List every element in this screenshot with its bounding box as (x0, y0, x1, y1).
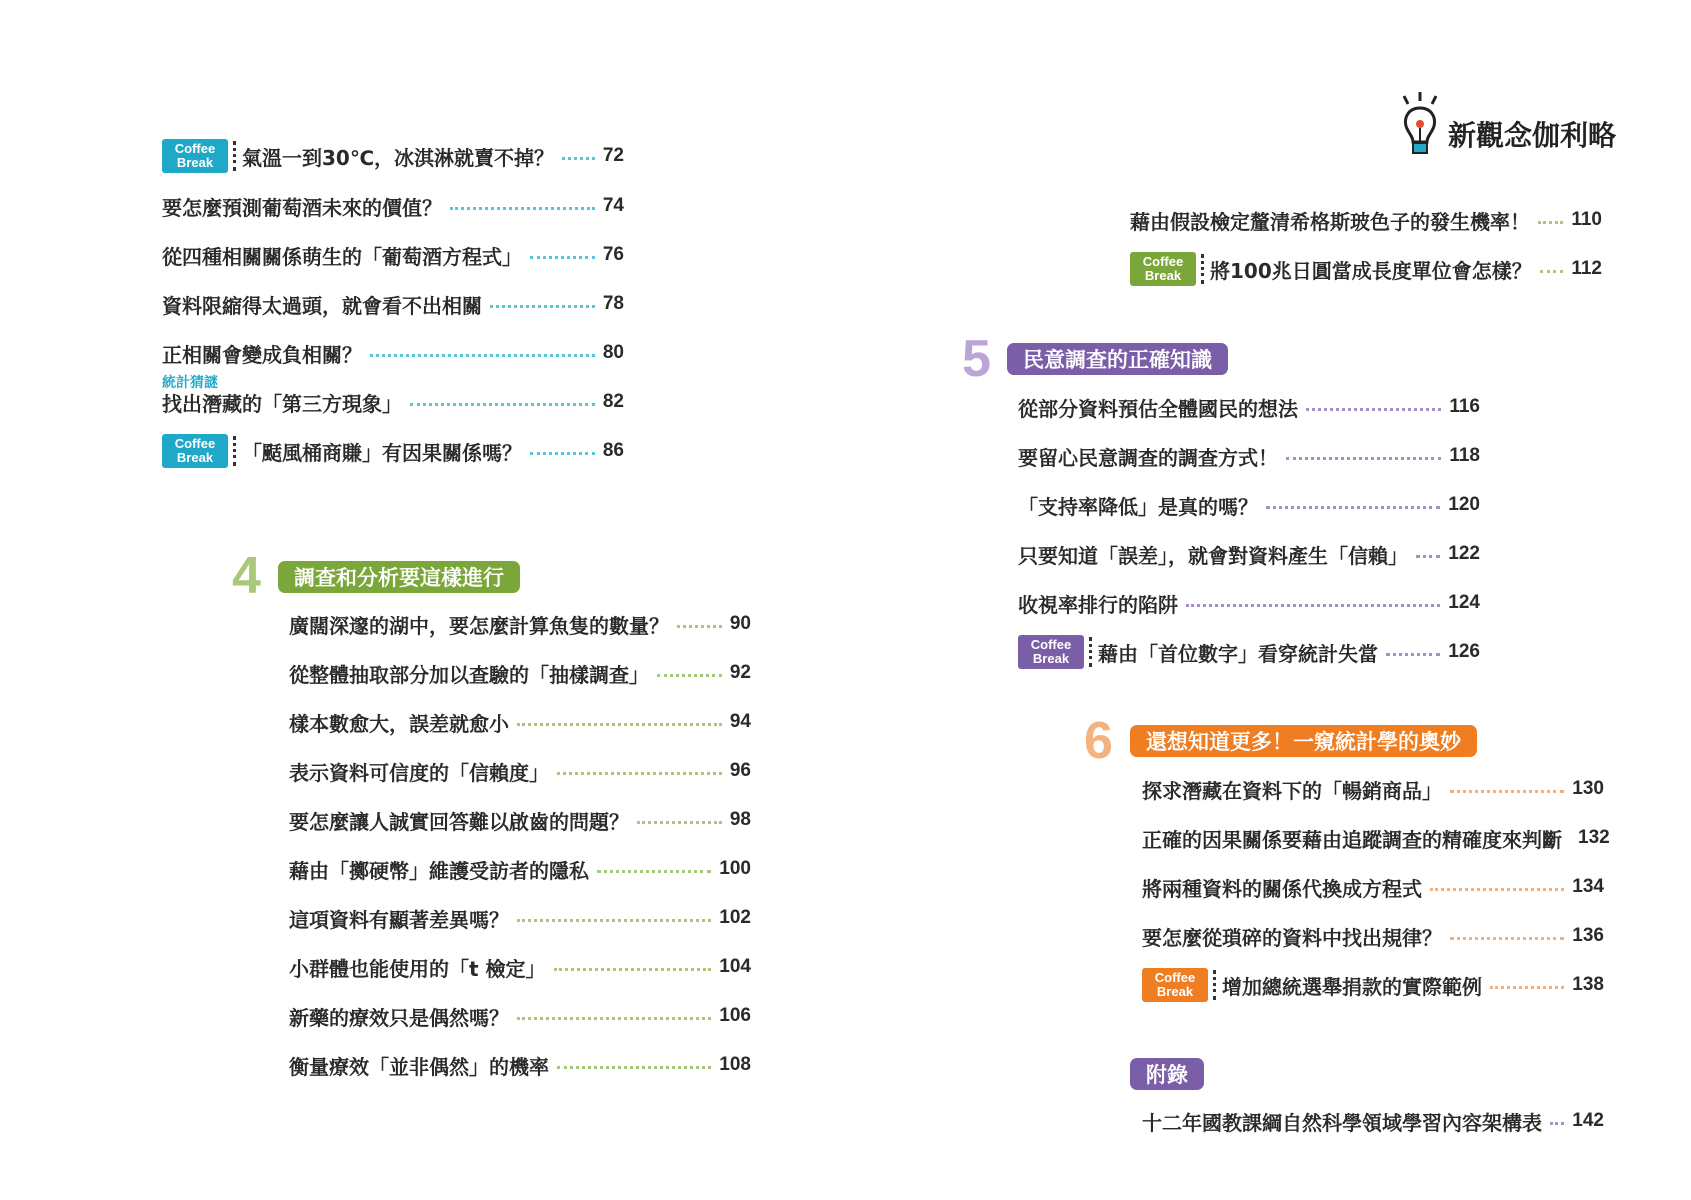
coffee-break-badge: Coffee Break (162, 139, 228, 173)
entry-page: 124 (1448, 592, 1480, 613)
toc-entry[interactable] (1018, 638, 1480, 666)
entry-title: 找出潛藏的「第三方現象」 (162, 391, 402, 416)
entry-title: 收視率排行的陷阱 (1018, 592, 1178, 617)
toc-entry[interactable] (1142, 824, 1610, 852)
entry-title: 正相關會變成負相關？ (162, 342, 362, 367)
leader-dots (517, 919, 711, 922)
entry-page: 82 (602, 391, 624, 412)
leader-dots (490, 305, 595, 308)
entry-page: 102 (719, 907, 751, 928)
coffee-break-badge: Coffee Break (162, 434, 228, 468)
leader-dots (1450, 937, 1564, 940)
entry-page: 118 (1449, 445, 1480, 466)
entry-page: 86 (602, 440, 624, 461)
entry-page: 76 (602, 244, 624, 265)
toc-entry[interactable] (1130, 206, 1602, 234)
entry-page: 142 (1572, 1110, 1604, 1131)
entry-title: 從四種相關關係萌生的「葡萄酒方程式」 (162, 244, 522, 269)
leader-dots (530, 452, 595, 455)
entry-title: 十二年國教課綱自然科學領域學習內容架構表 (1142, 1110, 1542, 1135)
leader-dots (554, 968, 712, 971)
entry-title: 將兩種資料的關係代換成方程式 (1142, 876, 1422, 901)
chapter-title[interactable]: 民意調查的正確知識 (1007, 343, 1228, 375)
entry-title: 只要知道「誤差」，就會對資料產生「信賴」 (1018, 543, 1408, 568)
toc-entry[interactable] (289, 806, 751, 834)
entry-page: 94 (729, 711, 751, 732)
leader-dots (370, 354, 595, 357)
leader-dots (517, 723, 722, 726)
entry-title: 新藥的療效只是偶然嗎？ (289, 1005, 509, 1030)
entry-page: 108 (719, 1054, 751, 1075)
entry-title: 樣本數愈大，誤差就愈小 (289, 711, 509, 736)
leader-dots (1386, 653, 1440, 656)
leader-dots (450, 207, 595, 210)
entry-page: 132 (1578, 827, 1610, 848)
leader-dots (562, 157, 595, 160)
leader-dots (657, 674, 722, 677)
entry-title: 藉由假設檢定釐清希格斯玻色子的發生機率！ (1130, 209, 1530, 234)
entry-page: 126 (1448, 641, 1480, 662)
entry-page: 136 (1572, 925, 1604, 946)
entry-title: 要怎麼從瑣碎的資料中找出規律？ (1142, 925, 1442, 950)
toc-entry[interactable] (162, 339, 624, 367)
toc-entry[interactable] (1018, 540, 1480, 568)
entry-title: 藉由「首位數字」看穿統計失當 (1098, 641, 1378, 666)
leader-dots (1186, 604, 1440, 607)
coffee-break-badge: Coffee Break (1018, 635, 1084, 669)
leader-dots (1286, 457, 1441, 460)
coffee-break-badge: Coffee Break (1130, 252, 1196, 286)
toc-entry[interactable] (289, 1002, 751, 1030)
chapter-number: 5 (962, 330, 991, 388)
leader-dots (557, 1066, 711, 1069)
toc-entry[interactable] (162, 142, 624, 170)
entry-page: 120 (1448, 494, 1480, 515)
entry-title: 要怎麼讓人誠實回答難以啟齒的問題？ (289, 809, 629, 834)
leader-dots (1306, 408, 1441, 411)
leader-dots (637, 821, 722, 824)
leader-dots (1450, 790, 1564, 793)
entry-title: 從部分資料預估全體國民的想法 (1018, 396, 1298, 421)
leader-dots (1416, 555, 1440, 558)
toc-entry[interactable] (289, 610, 751, 638)
leader-dots (557, 772, 722, 775)
toc-entry[interactable] (1130, 255, 1602, 283)
entry-page: 110 (1571, 209, 1602, 230)
toc-entry[interactable] (162, 290, 624, 318)
chapter-title[interactable]: 還想知道更多！一窺統計學的奧妙 (1130, 725, 1477, 757)
entry-page: 90 (729, 613, 751, 634)
entry-page: 78 (602, 293, 624, 314)
toc-entry[interactable] (289, 757, 751, 785)
leader-dots (1430, 888, 1564, 891)
entry-page: 122 (1448, 543, 1480, 564)
chapter-number: 6 (1084, 712, 1113, 770)
entry-page: 112 (1571, 258, 1602, 279)
entry-title: 要留心民意調查的調查方式！ (1018, 445, 1278, 470)
leader-dots (410, 403, 595, 406)
entry-page: 92 (729, 662, 751, 683)
toc-entry[interactable] (1018, 393, 1480, 421)
toc-entry[interactable] (289, 1051, 751, 1079)
entry-title: 氣溫一到30℃，冰淇淋就賣不掉？ (242, 145, 555, 170)
entry-page: 72 (602, 145, 624, 166)
leader-dots (597, 870, 711, 873)
entry-page: 96 (729, 760, 751, 781)
series-title: 新觀念伽利略 (1448, 119, 1617, 152)
entry-page: 74 (602, 195, 624, 216)
toc-entry[interactable] (162, 388, 624, 416)
entry-page: 98 (729, 809, 751, 830)
leader-dots (1538, 221, 1563, 224)
entry-page: 130 (1572, 778, 1604, 799)
entry-page: 116 (1449, 396, 1480, 417)
entry-title: 將100兆日圓當成長度單位會怎樣？ (1210, 258, 1532, 283)
entry-page: 80 (602, 342, 624, 363)
entry-title: 「颳風桶商賺」有因果關係嗎？ (242, 440, 522, 465)
toc-entry[interactable] (1142, 873, 1604, 901)
toc-entry[interactable] (1142, 1107, 1604, 1135)
entry-title: 小群體也能使用的「t 檢定」 (289, 956, 546, 981)
leader-dots (1550, 1122, 1564, 1125)
leader-dots (677, 625, 722, 628)
entry-title: 衡量療效「並非偶然」的機率 (289, 1054, 549, 1079)
leader-dots (517, 1017, 711, 1020)
toc-entry[interactable] (1142, 775, 1604, 803)
entry-title: 「支持率降低」是真的嗎？ (1018, 494, 1258, 519)
appendix-title[interactable]: 附錄 (1130, 1058, 1204, 1090)
entry-title: 這項資料有顯著差異嗎？ (289, 907, 509, 932)
entry-page: 138 (1572, 974, 1604, 995)
coffee-break-badge: Coffee Break (1142, 968, 1208, 1002)
entry-title: 表示資料可信度的「信賴度」 (289, 760, 549, 785)
entry-title: 資料限縮得太過頭，就會看不出相關 (162, 293, 482, 318)
entry-title: 要怎麼預測葡萄酒未來的價值？ (162, 195, 442, 220)
leader-dots (1266, 506, 1440, 509)
entry-title: 廣闊深邃的湖中，要怎麼計算魚隻的數量？ (289, 613, 669, 638)
toc-entry[interactable] (1018, 589, 1480, 617)
toc-entry[interactable] (162, 192, 624, 220)
toc-entry[interactable] (1018, 442, 1480, 470)
entry-page: 104 (719, 956, 751, 977)
toc-entry[interactable] (289, 659, 751, 687)
chapter-title[interactable]: 調查和分析要這樣進行 (278, 561, 520, 593)
series-header (1398, 92, 1658, 152)
leader-dots (1540, 270, 1564, 273)
toc-entry[interactable] (289, 708, 751, 736)
toc-entry[interactable] (289, 953, 751, 981)
entry-page: 134 (1572, 876, 1604, 897)
entry-page: 100 (719, 858, 751, 879)
entry-title: 藉由「擲硬幣」維護受訪者的隱私 (289, 858, 589, 883)
riddle-label: 統計猜謎 (162, 375, 218, 391)
toc-entry[interactable] (1142, 922, 1604, 950)
leader-dots (530, 256, 595, 259)
toc-entry[interactable] (162, 437, 624, 465)
entry-title: 探求潛藏在資料下的「暢銷商品」 (1142, 778, 1442, 803)
entry-title: 正確的因果關係要藉由追蹤調查的精確度來判斷 (1142, 827, 1562, 852)
entry-title: 從整體抽取部分加以查驗的「抽樣調查」 (289, 662, 649, 687)
leader-dots (1490, 986, 1564, 989)
lightbulb-icon (1398, 92, 1442, 158)
toc-entry[interactable] (1142, 971, 1604, 999)
entry-title: 增加總統選舉捐款的實際範例 (1222, 974, 1482, 999)
chapter-number: 4 (232, 547, 261, 605)
toc-entry[interactable] (289, 904, 751, 932)
entry-page: 106 (719, 1005, 751, 1026)
toc-entry[interactable] (289, 855, 751, 883)
toc-entry[interactable] (1018, 491, 1480, 519)
toc-entry[interactable] (162, 241, 624, 269)
